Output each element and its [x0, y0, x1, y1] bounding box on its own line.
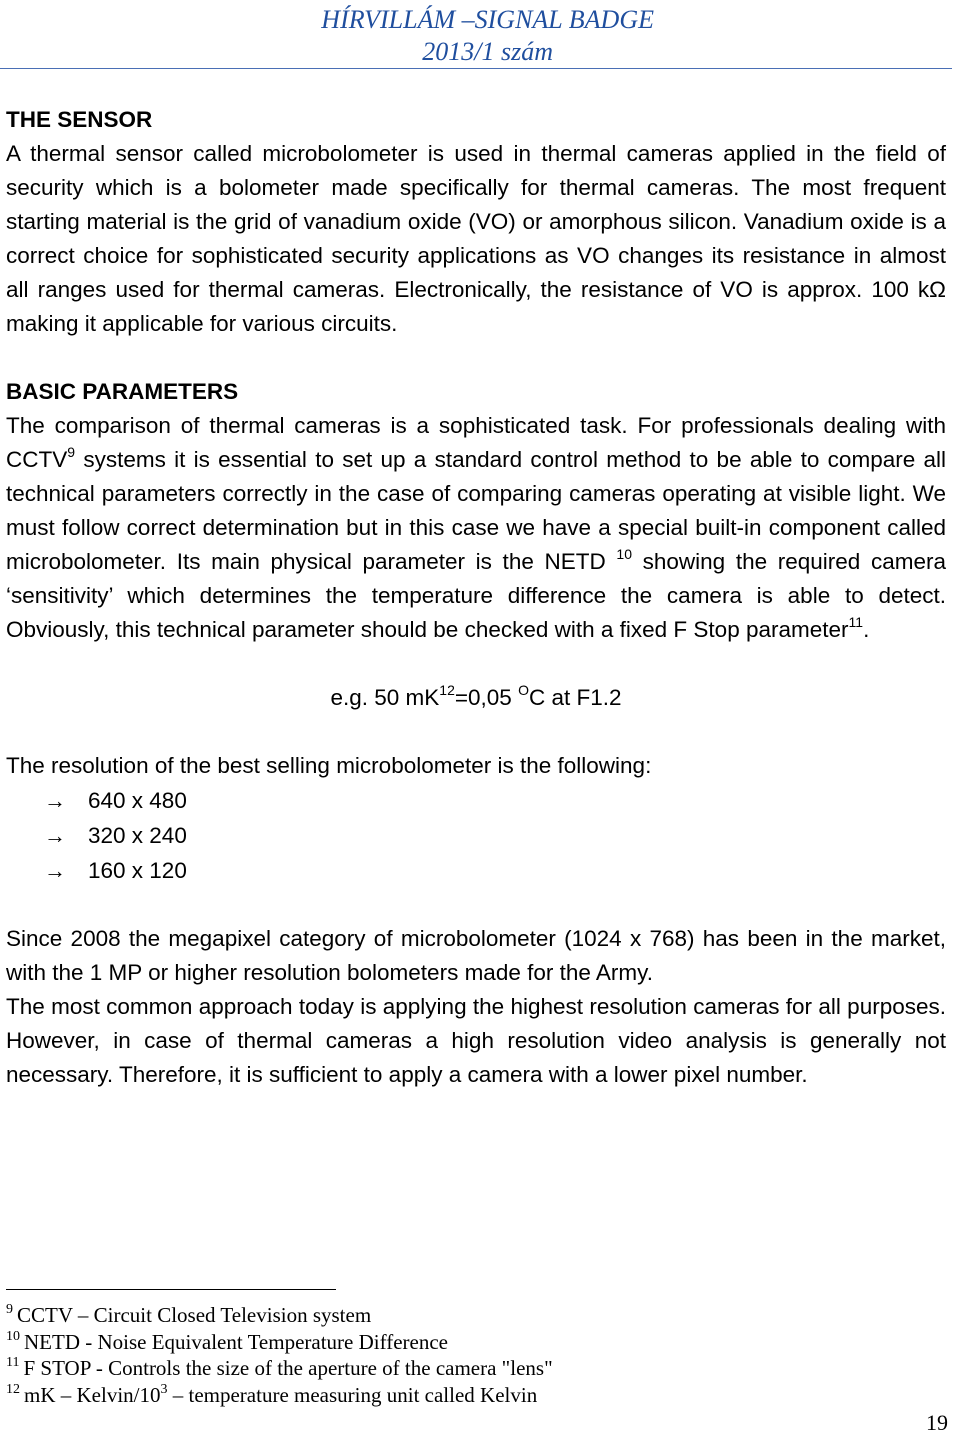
footnotes — [6, 1302, 553, 1408]
approach-paragraph: The most common approach today is applying the highest resolution cameras for all purposes. However, in case of thermal cameras a high resolution video analysis is generally not necessary. Therefore, it is sufficient to apply a camera with a lower pixel number. — [6, 994, 946, 1087]
arrow-icon: → — [44, 822, 66, 848]
footnote-rule — [6, 1289, 336, 1290]
resolution-list — [6, 783, 946, 888]
footnote-10: $^{10}$ NETD - Noise Equivalent Temperature Difference — [6, 1328, 448, 1354]
header-issue: 2013/1 szám — [422, 37, 554, 66]
arrow-icon: → — [44, 787, 66, 813]
sensor-paragraph: A thermal sensor called microbolometer is used in thermal cameras applied in the field of security which is a bolometer made specifically for thermal cameras. The most frequent starting material is the grid of vanadium oxide (VO) or amorphous silicon. Vanadium oxide is a correct choice for sophisticated security applications as VO changes its resistance in almost all ranges used for thermal cameras. Electronically, the resistance of VO is approx. 100 kΩ making it applicable for various circuits. — [6, 141, 946, 336]
arrow-icon: → — [44, 857, 66, 883]
article-body — [6, 103, 946, 1092]
footnote-9: $^9$ CCTV – Circuit Closed Television system — [6, 1302, 372, 1327]
footnote-11: $^{11}$ F STOP - Controls the size of the aperture of the camera "lens" — [6, 1355, 553, 1380]
megapixel-paragraph: Since 2008 the megapixel category of microbolometer (1024 x 768) has been in the market, with the 1 MP or higher resolution bolometers made for the Army. — [6, 926, 946, 985]
basic-parameters-heading: BASIC PARAMETERS — [6, 379, 239, 404]
sensor-heading: THE SENSOR — [6, 107, 153, 132]
running-header — [321, 4, 654, 68]
list-item: → 640 x 480 — [6, 783, 946, 818]
page-number: 19 — [926, 1410, 948, 1435]
resolution-intro: The resolution of the best selling microbolometer is the following: — [6, 753, 652, 778]
example-formula: e.g. 50 $mK^{12}=0,05$ $^O$C at F1.2 — [330, 682, 622, 710]
header-rule — [0, 68, 952, 69]
basic-parameters-paragraph: The comparison of thermal cameras is a sophisticated task. For professionals dealing with CCTV$^9$ systems it is essential to set up a standard control method to be able to compare all technical parameters correctly in the case of comparing cameras operating at visible light. We must follow correct determination but in this case we have a special built-in component called microbolometer. Its main physical parameter is the NETD $^{10}$ showing the required camera ‘sensitivity’ which determines the temperature difference the camera is able to detect. Obviously, this technical parameter should be checked with a fixed F Stop parameter$^{11}$. — [6, 413, 946, 642]
footnote-ref-9: 9 — [67, 444, 76, 460]
list-item: → 160 x 120 — [6, 853, 946, 888]
list-item: → 320 x 240 — [6, 818, 946, 853]
degree-superscript: O — [518, 682, 529, 698]
footnote-ref-10: 10 — [616, 546, 632, 562]
footnote-ref-12: 12 — [439, 682, 455, 698]
footnote-ref-11: 11 — [848, 614, 864, 630]
footnote-12: $^{12}$ mK – Kelvin/$10^3$ – temperature measuring unit called Kelvin — [6, 1381, 538, 1407]
header-title: HÍRVILLÁM –SIGNAL BADGE — [321, 5, 654, 34]
